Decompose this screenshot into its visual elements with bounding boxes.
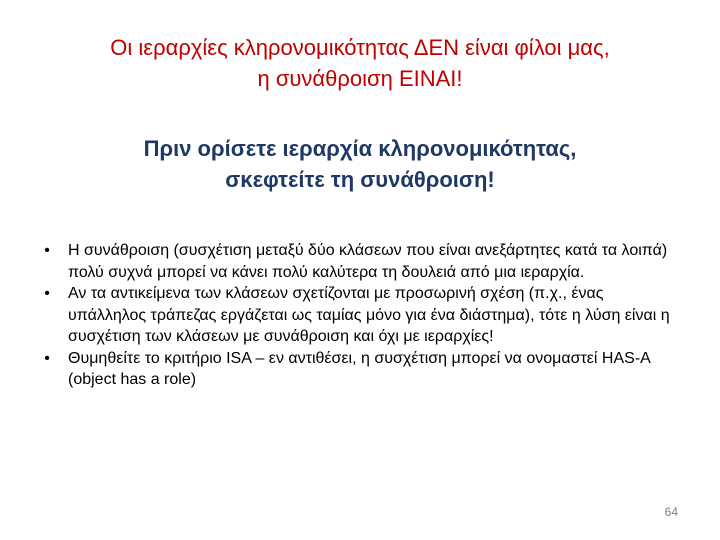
slide-subtitle-line-1: Πριν ορίσετε ιεραρχία κληρονομικότητας, xyxy=(143,136,577,161)
slide-title-line-1: Οι ιεραρχίες κληρονομικότητας ΔΕΝ είναι φίλοι μας, xyxy=(110,35,610,60)
bullet-item xyxy=(40,348,680,391)
bullet-text: Αν τα αντικείμενα των κλάσεων σχετίζονται με προσωρινή σχέση (π.χ., ένας υπάλληλος τράπεζας εργάζεται ως ταμίας μόνο για ένα διάστημα), τότε η λύση είναι η συσχέτιση των κλάσεων με συνάθροιση και όχι με ιεραρχίες! xyxy=(68,285,670,345)
bullet-icon: • xyxy=(44,285,50,302)
bullet-icon: • xyxy=(44,242,50,259)
slide-title xyxy=(40,32,680,94)
bullet-text: Η συνάθροιση (συσχέτιση μεταξύ δύο κλάσεων που είναι ανεξάρτητες κατά τα λοιπά) πολύ συχνά μπορεί να κάνει πολύ καλύτερα τη δουλειά από μια ιεραρχία. xyxy=(68,242,668,281)
slide-subtitle-line-2: σκεφτείτε τη συνάθροιση! xyxy=(225,167,495,192)
bullet-text: Θυμηθείτε το κριτήριο ISA – εν αντιθέσει, η συσχέτιση μπορεί να ονομαστεί HAS-A (object has a role) xyxy=(68,349,650,388)
bullet-icon: • xyxy=(44,349,50,367)
page-number: 64 xyxy=(664,505,678,519)
bullet-item xyxy=(40,240,680,283)
bullet-item xyxy=(40,283,680,348)
slide-title-line-2: η συνάθροιση ΕΙΝΑΙ! xyxy=(257,66,463,91)
bullet-list xyxy=(40,240,680,391)
slide-subtitle xyxy=(40,133,680,195)
